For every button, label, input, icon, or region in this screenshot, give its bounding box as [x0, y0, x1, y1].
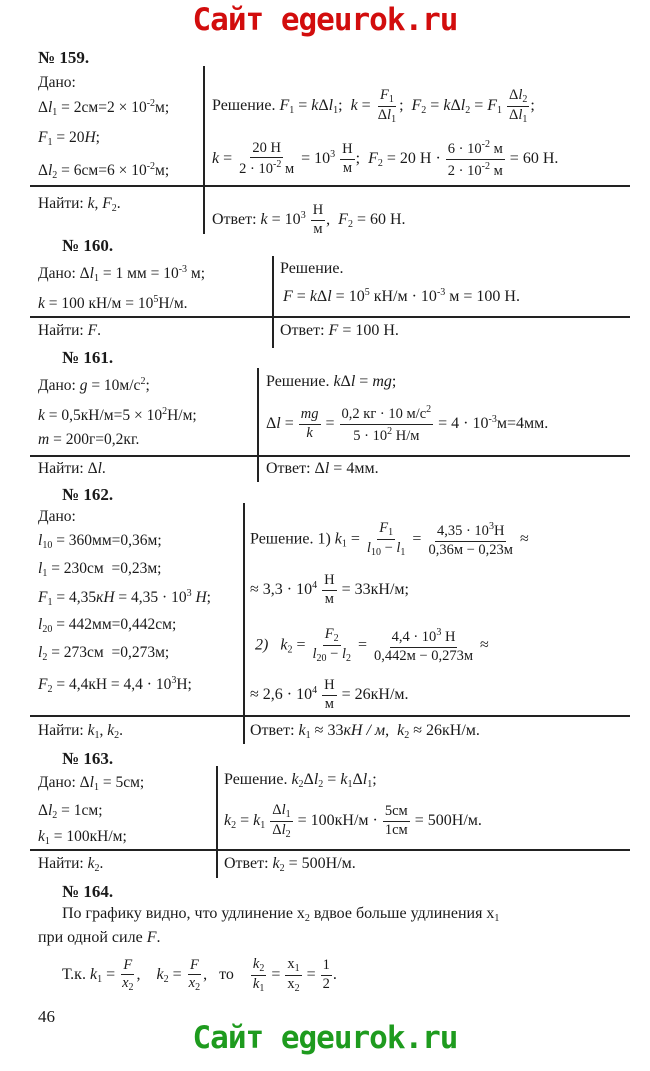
p164-text-line-1: По графику видно, что удлинение $x_2$ вдвое больше удлинения $x_1$ — [62, 905, 500, 924]
p161-given-3: m = 200г=0,2кг. — [38, 431, 140, 448]
problem-162-number: № 162. — [62, 485, 114, 504]
p161-given-2: $k = 0,5кН/м=5 \times 10^2Н/м$; — [38, 406, 197, 424]
p162-given-4: $l_{20} = 442мм=0,442см$; — [38, 616, 177, 635]
p161-given-1: Дано: $g = 10м/с^2$; — [38, 376, 150, 394]
problem-163-number: № 163. — [62, 749, 114, 768]
p162-solution-line-4: ≈ $2,6 \cdot 10^4$ $\frac{Н}{м}$ = 26кН/м. — [250, 677, 409, 712]
site-watermark-top: Сайт egeurok.ru — [192, 2, 458, 38]
p163-given-1: Дано: $\Delta l_1 = 5см$; — [38, 774, 145, 793]
p160-solution-line: $F = k\Delta l = 10^5$ $кН/м \cdot 10^{-3}$ м = 100 Н. — [283, 287, 520, 305]
p159-solution-line-1: Решение. $F_1 = k\Delta l_1$; k = $\frac{F_1}{\Delta l_1}$ ; $F_2 = k\Delta l_2 = F_1$ $\frac{\Delta l_2}{\Delta l_1}$ ; — [212, 87, 535, 125]
problem-160-number: № 160. — [62, 236, 114, 255]
problem-159-number: № 159. — [38, 48, 90, 67]
p163-given-3: $k_1 = 100кН/м$; — [38, 828, 127, 847]
p160-answer: Ответ: F = 100 Н. — [280, 322, 399, 339]
p164-text-line-2: при одной силе F. — [38, 929, 161, 946]
p164-formula: Т.к. $k_1$ = $\frac{F}{x_2}$ , $k_2$ = $\frac{F}{x_2}$ , то $\frac{k_2}{k_1}$ = $\frac{x_1}{x_2}$ = $\frac{1}{2}$ . — [62, 956, 337, 994]
p161-solution-line-2: Δl = $\frac{mg}{k}$ = $\frac{0,2 кг \cdot 10 м/с^2}{5 \cdot 10^2 Н/м}$ = $4 \cdot 10^{-3}м=4мм$. — [266, 404, 549, 444]
p163-find: Найти: $k_2$. — [38, 855, 104, 874]
p159-solution-line-2: k = $\frac{20 Н}{2 \cdot 10^{-2} м}$ = $10^3$ $\frac{Н}{м}$ ; $F_2 = 20$ Н · $\frac{6 \cdot 10^{-2} м}{2 \cdot 10^{-2} м}$ = 60 Н. — [212, 139, 559, 179]
p163-divider-vertical — [216, 766, 218, 878]
p159-find: Найти: k, $F_2$. — [38, 195, 121, 214]
site-watermark-bottom: Сайт egeurok.ru — [192, 1020, 458, 1056]
p162-divider-vertical — [243, 503, 245, 744]
p162-given-1: $l_{10} = 360мм=0,36м$; — [38, 532, 162, 551]
p163-solution-line-2: $k_2 = k_1$ $\frac{\Delta l_1}{\Delta l_2}$ = 100кН/м · $\frac{5см}{1см}$ = 500Н/м. — [224, 802, 482, 840]
p162-given-5: $l_2 = 273см =0,273м$; — [38, 644, 170, 663]
p162-given-label: Дано: — [38, 508, 76, 525]
p162-answer: Ответ: $k_1 \approx 33кН / м$, $k_2 \approx 26кН/м$. — [250, 722, 480, 741]
p161-solution-line-1: Решение. kΔl = mg; — [266, 373, 397, 390]
p159-given-label: Дано: — [38, 74, 76, 91]
p161-find: Найти: Δl. — [38, 460, 106, 477]
p162-given-2: $l_1 = 230см =0,23м$; — [38, 560, 162, 579]
p159-divider-vertical — [203, 66, 205, 234]
p163-given-2: $\Delta l_2 = 1см$; — [38, 802, 103, 821]
p161-answer: Ответ: Δl = 4мм. — [266, 460, 379, 477]
p159-divider-horizontal — [30, 185, 630, 187]
p162-given-3: $F_1 = 4,35кН = 4,35 \cdot 10^3$ Н; — [38, 588, 211, 608]
p162-solution-line-2: ≈ $3,3 \cdot 10^4$ $\frac{Н}{м}$ = 33кН/м; — [250, 572, 409, 607]
p160-find: Найти: F. — [38, 322, 101, 339]
p161-divider-horizontal — [30, 455, 630, 457]
page-number: 46 — [38, 1007, 55, 1026]
p162-divider-horizontal — [30, 715, 630, 717]
p162-given-6: $F_2 = 4,4кН = 4,4 \cdot 10^3Н$; — [38, 675, 192, 695]
p162-find: Найти: $k_1$, $k_2$. — [38, 722, 124, 741]
p160-divider-horizontal — [30, 316, 630, 318]
p159-given-2: $F_1 = 20H$; — [38, 129, 100, 148]
p160-solution-label: Решение. — [280, 260, 344, 277]
p161-divider-vertical — [257, 368, 259, 482]
p159-answer: Ответ: $k = 10^3$ $\frac{Н}{м}$ , $F_2 = 60$ Н. — [212, 202, 406, 237]
p163-solution-line-1: Решение. $k_2\Delta l_2 = k_1\Delta l_1$; — [224, 771, 377, 790]
problem-164-number: № 164. — [62, 882, 114, 901]
p160-given-2: k = 100 $кН/м = 10^5Н/м$. — [38, 294, 188, 312]
p159-given-1: $\Delta l_1 = 2см=2 \times 10^{-2}м$; — [38, 98, 170, 118]
p160-divider-vertical — [272, 256, 274, 348]
p162-solution-line-1: Решение. 1) $k_1$ = $\frac{F_1}{l_{10} - l_1}$ = $\frac{4,35 \cdot 10^3Н}{0,36м - 0,23м}$ ≈ — [250, 520, 529, 559]
problem-161-number: № 161. — [62, 348, 114, 367]
p163-answer: Ответ: $k_2 = 500Н/м$. — [224, 855, 356, 874]
p163-divider-horizontal — [30, 849, 630, 851]
p160-given-1: Дано: $\Delta l_1 = 1$ мм = $10^{-3}$ м; — [38, 264, 206, 284]
p162-solution-line-3: 2) $k_2$ = $\frac{F_2}{l_{20} - l_2}$ = $\frac{4,4 \cdot 10^3 Н}{0,442м - 0,273м}$ ≈ — [255, 626, 489, 665]
p159-given-3: $\Delta l_2 = 6см=6 \times 10^{-2}м$; — [38, 161, 170, 181]
